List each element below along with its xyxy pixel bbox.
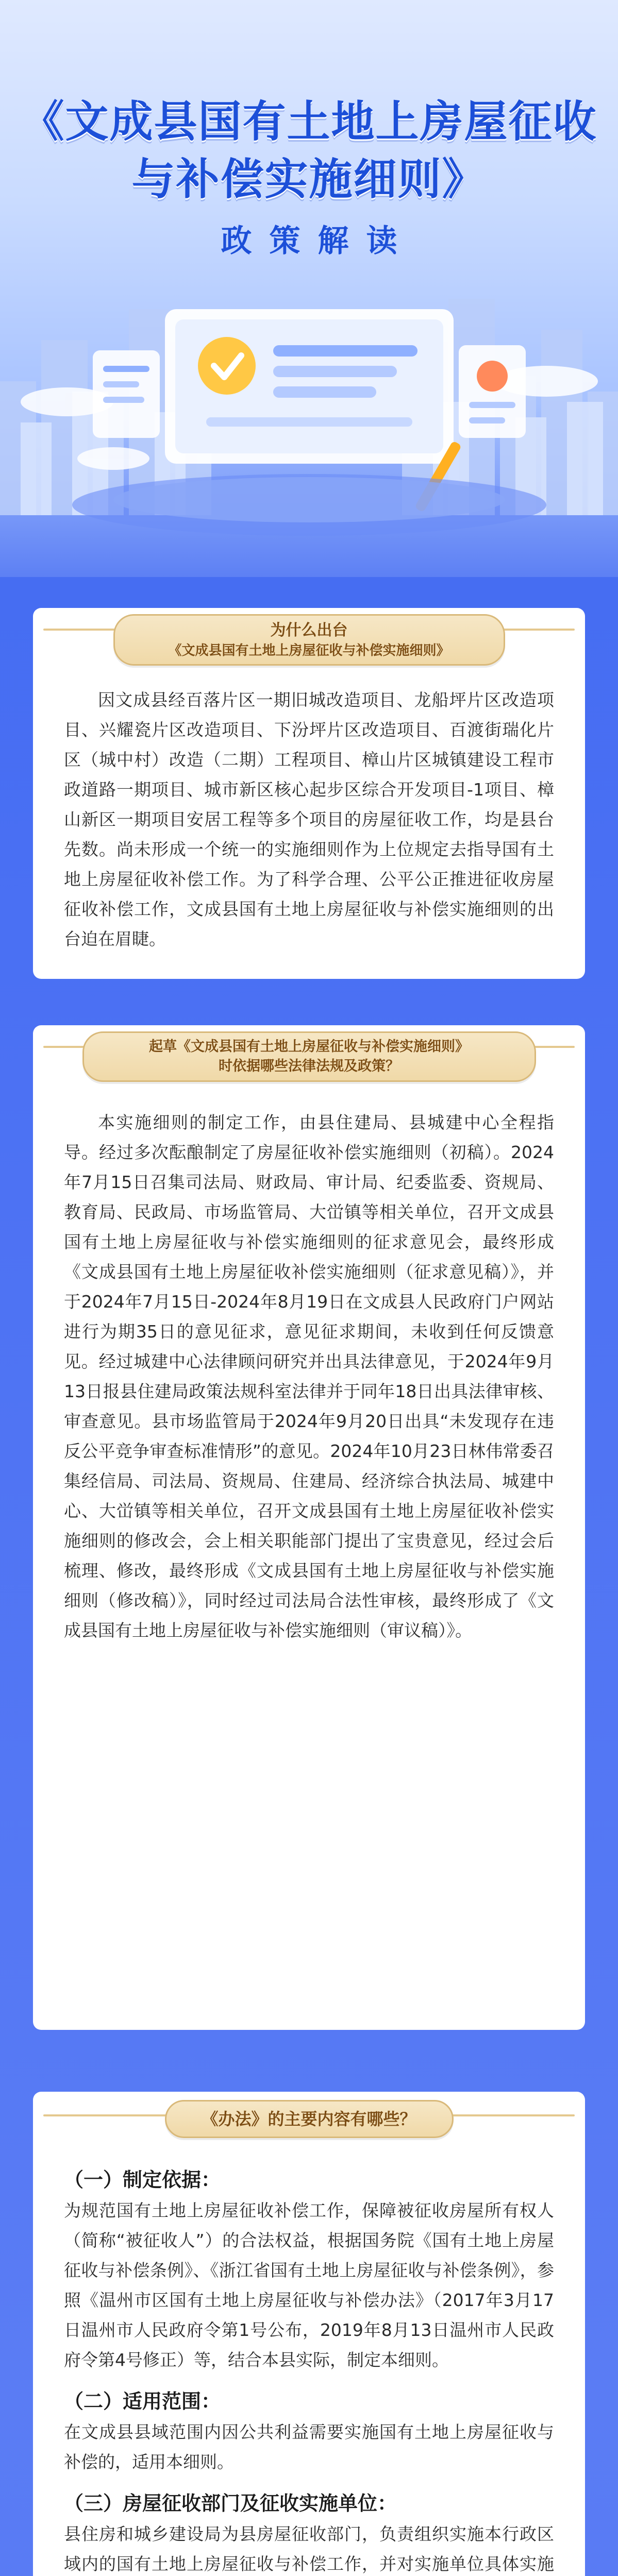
section-legal-basis [33,1025,585,2030]
title-line-1: 《文成县国有土地上房屋征收 [21,96,597,147]
page-subtitle: 政策解读 [221,223,415,259]
item-body: 在文成县县域范围内因公共利益需要实施国有土地上房屋征收与补偿的，适用本细则。 [64,2422,554,2472]
list-item [64,2164,554,2375]
page-title [0,93,618,208]
section-caption [113,614,505,666]
item-heading: （三）房屋征收部门及征收实施单位： [64,2492,397,2515]
item-heading: （一）制定依据： [64,2168,221,2191]
section-body [64,685,554,954]
content-list [64,2164,554,2576]
item-heading: （二）适用范围： [64,2390,221,2413]
title-line-2: 与补偿实施细则》 [131,154,487,205]
section-body [64,1108,554,1646]
section-paragraph: 因文成县经百落片区一期旧城改造项目、龙船坪片区改造项目、兴耀瓷片区改造项目、下汾坪片区改造项目、百渡街瑞化片区（城中村）改造（二期）工程项目、樟山片区城镇建设工程市政道路一期项目、城市新区核心起步区综合开发项目-1项目、樟山新区一期项目安居工程等多个项目的房屋征收工作，均是县台先数。尚未形成一个统一的实施细则作为上位规定去指导国有土地上房屋征收补偿工作。为了科学合理、公平公正推进征收房屋征收补偿工作，文成县国有土地上房屋征收与补偿实施细则的出台迫在眉睫。 [64,690,554,949]
section-main-content [33,2092,585,2576]
caption-line-1: 起草《文成县国有土地上房屋征收与补偿实施细则》 [149,1039,469,1055]
section-paragraph: 本实施细则的制定工作，由县住建局、县城建中心全程指导。经过多次酝酿制定了房屋征收补偿实施细则（初稿）。2024年7月15日召集司法局、财政局、审计局、纪委监委、资规局、教育局、民政局、市场监管局、大峃镇等相关单位，召开文成县国有土地上房屋征收与补偿实施细则的征求意见会，最终形成《文成县国有土地上房屋征收补偿实施细则（征求意见稿）》，并于2024年7月15日-2024年8月19日在文成县人民政府门户网站进行为期35日的意见征求，意见征求期间，未收到任何反馈意见。经过城建中心法律顾问研究并出具法律意见，于2024年9月13日报县住建局政策法规科室法律并于同年18日出具法律审核、审查意见。县市场监管局于2024年9月20日出具“未发现存在违反公平竞争审查标准情形”的意见。2024年10月23日林伟常委召集经信局、司法局、资规局、住建局、经济综合执法局、城建中心、大峃镇等相关单位，召开文成县国有土地上房屋征收补偿实施细则的修改会，会上相关职能部门提出了宝贵意见，经过会后梳理、修改，最终形成《文成县国有土地上房屋征收与补偿实施细则（修改稿）》，同时经过司法局合法性审核，最终形成了《文成县国有土地上房屋征收与补偿实施细则（审议稿）》。 [64,1112,554,1640]
section-why-issue [33,608,585,979]
item-body: 县住房和城乡建设局为县房屋征收部门，负责组织实施本行政区域内的国有土地上房屋征收与补偿工作，并对实施单位具体实施 [64,2524,554,2574]
list-item [64,2487,554,2576]
caption-line-2: 《文成县国有土地上房屋征收与补偿实施细则》 [168,643,450,658]
document-icons-illustration [0,289,618,556]
caption-line-2: 时依据哪些法律法规及政策？ [219,1058,399,1074]
item-body: 为规范国有土地上房屋征收补偿工作，保障被征收房屋所有权人（简称“被征收人”）的合法权益，根据国务院《国有土地上房屋征收与补偿条例》、《浙江省国有土地上房屋征收与补偿条例》，参照《温州市区国有土地上房屋征收与补偿办法》（2017年3月17日温州市人民政府令第1号公布，2019年8月13日温州市人民政府令第4号修正）等，结合本县实际，制定本细则。 [64,2200,554,2370]
list-item [64,2385,554,2477]
caption-line-1: 为什么出台 [270,621,348,639]
caption-line-1: 《办法》的主要内容有哪些？ [202,2109,416,2129]
section-caption [165,2100,454,2138]
section-caption [82,1031,536,1082]
hero-banner [0,0,618,577]
